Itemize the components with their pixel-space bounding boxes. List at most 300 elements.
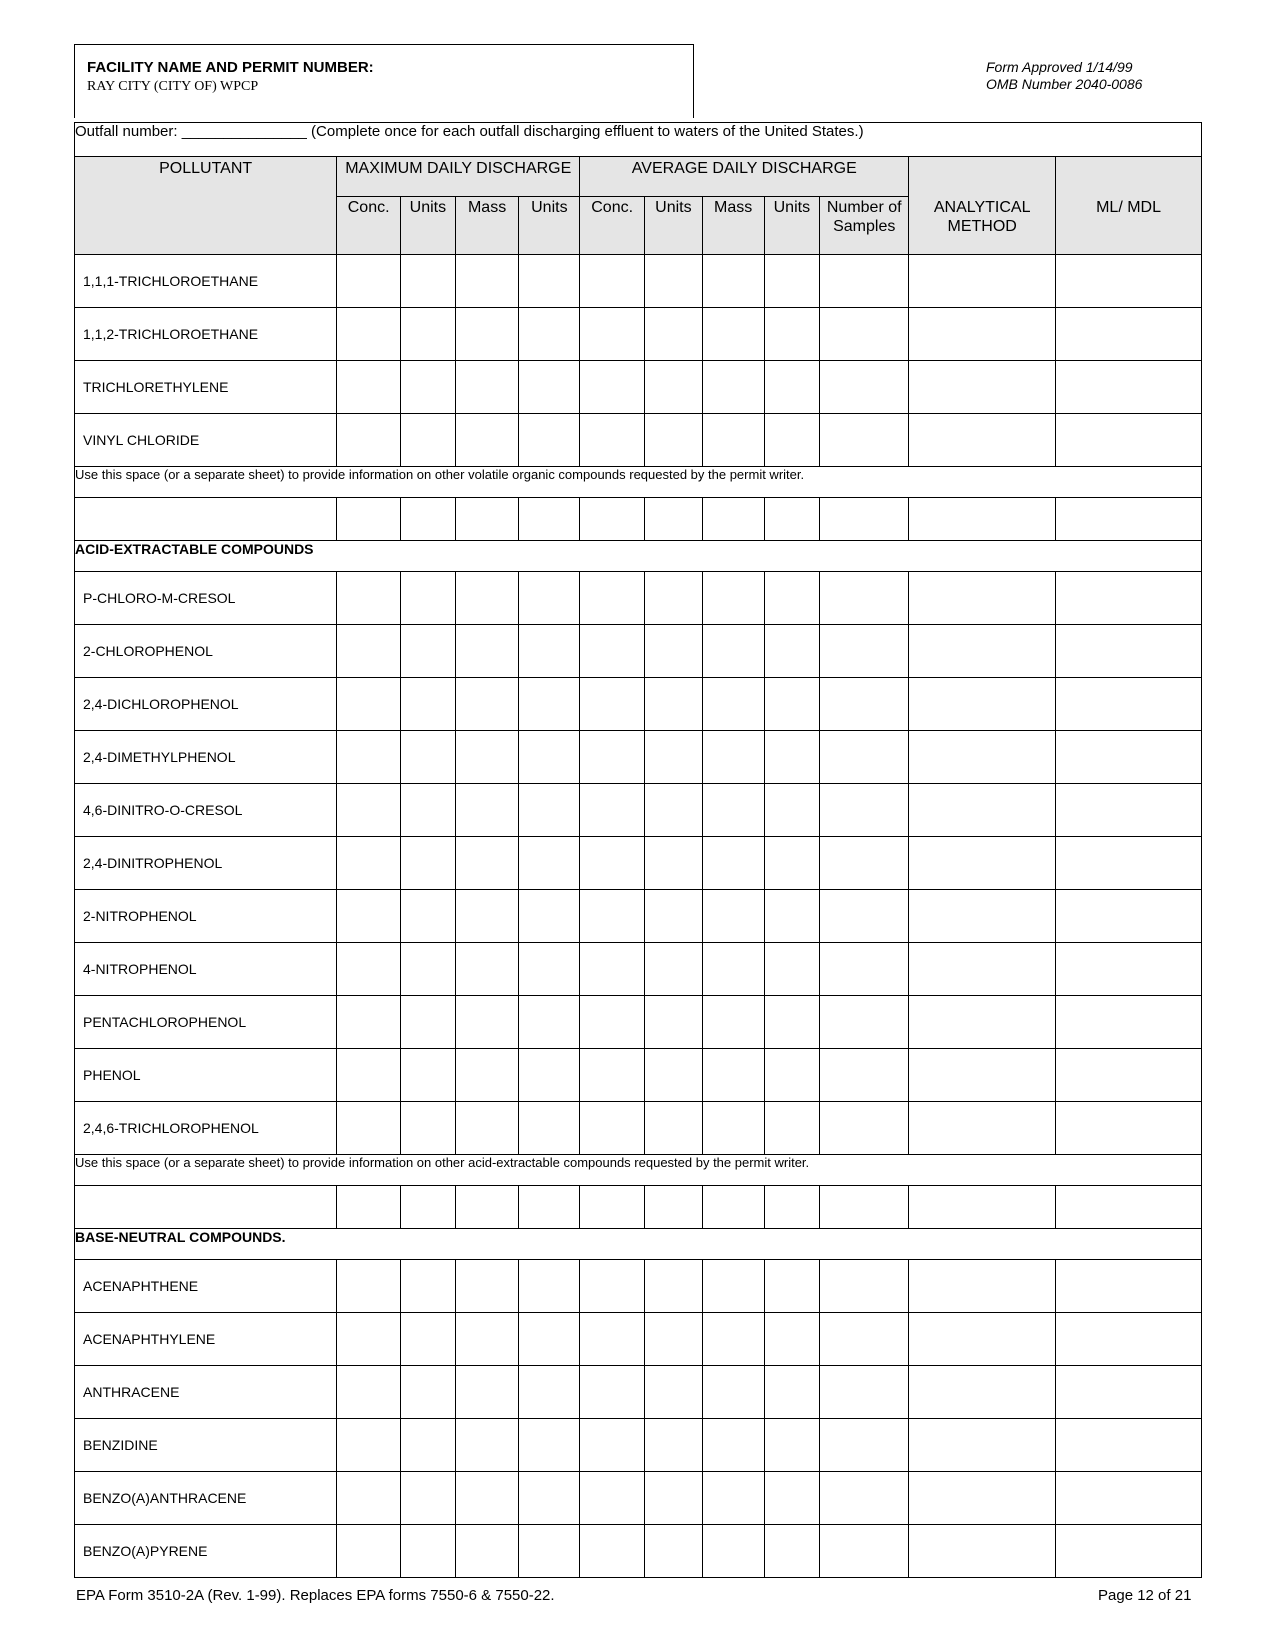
number-of-samples-field[interactable] <box>820 943 909 996</box>
avg-mass-units-field[interactable] <box>764 678 820 731</box>
pollutant-entry-field[interactable] <box>75 1186 337 1229</box>
avg-mass-units-field[interactable] <box>764 943 820 996</box>
max-conc-units-field[interactable] <box>401 1102 456 1155</box>
pollutant-name: ANTHRACENE <box>75 1366 337 1419</box>
avg-mass-field[interactable] <box>702 308 764 361</box>
form-approval <box>986 59 1142 93</box>
ml-mdl-field[interactable] <box>1056 784 1202 837</box>
ml-mdl-field[interactable] <box>1056 1260 1202 1313</box>
analytical-method-field[interactable] <box>909 784 1056 837</box>
number-of-samples-field[interactable] <box>820 1419 909 1472</box>
max-mass-units-field[interactable] <box>519 837 580 890</box>
avg-conc-field[interactable] <box>580 572 645 625</box>
analytical-method-field[interactable] <box>909 414 1056 467</box>
max-mass-field[interactable] <box>455 255 519 308</box>
max-conc-units-field[interactable] <box>401 731 456 784</box>
avg-conc-field[interactable] <box>580 255 645 308</box>
avg-conc-field[interactable] <box>580 1049 645 1102</box>
avg-conc-units-field[interactable] <box>645 255 703 308</box>
max-mass-units-field[interactable] <box>519 1525 580 1578</box>
max-mass-units-field[interactable] <box>519 996 580 1049</box>
max-mass-units-field[interactable] <box>519 784 580 837</box>
max-conc-units-field[interactable] <box>401 890 456 943</box>
avg-conc-units-field[interactable] <box>645 1366 703 1419</box>
avg-conc-field[interactable] <box>580 943 645 996</box>
max-conc-units-field[interactable] <box>401 678 456 731</box>
avg-mass-field[interactable] <box>702 784 764 837</box>
avg-mass-field[interactable] <box>702 1419 764 1472</box>
max-conc-field[interactable] <box>337 1419 401 1472</box>
max-mass-units-field[interactable] <box>519 414 580 467</box>
section-heading-base-neutral: BASE-NEUTRAL COMPOUNDS. <box>75 1229 1202 1260</box>
outfall-note: (Complete once for each outfall discharging effluent to waters of the United States.) <box>311 123 864 140</box>
pollutant-name: PHENOL <box>75 1049 337 1102</box>
avg-mass-units-field[interactable] <box>764 361 820 414</box>
pollutant-row <box>75 1525 1202 1578</box>
avg-mass-field[interactable] <box>702 625 764 678</box>
max-mass-field[interactable] <box>455 996 519 1049</box>
avg-conc-units-field[interactable] <box>645 1102 703 1155</box>
analytical-method-field[interactable] <box>909 996 1056 1049</box>
max-conc-field[interactable] <box>337 361 401 414</box>
omb-number: OMB Number 2040-0086 <box>986 76 1143 92</box>
pollutant-name: 4-NITROPHENOL <box>75 943 337 996</box>
number-of-samples-field[interactable] <box>820 1525 909 1578</box>
ml-mdl-field[interactable] <box>1056 1186 1202 1229</box>
ml-mdl-field[interactable] <box>1056 996 1202 1049</box>
analytical-method-field[interactable] <box>909 1313 1056 1366</box>
pollutant-name: 2,4-DINITROPHENOL <box>75 837 337 890</box>
volatile-note: Use this space (or a separate sheet) to provide information on other volatile organic compounds requested by the permit writer. <box>75 467 1202 498</box>
max-conc-field[interactable] <box>337 731 401 784</box>
pollutant-name: BENZIDINE <box>75 1419 337 1472</box>
avg-conc-units-field[interactable] <box>645 678 703 731</box>
max-mass-field[interactable] <box>455 361 519 414</box>
max-mass-units-field[interactable] <box>519 943 580 996</box>
max-mass-units-field[interactable] <box>519 678 580 731</box>
avg-mass-field[interactable] <box>702 361 764 414</box>
ml-mdl-field[interactable] <box>1056 1472 1202 1525</box>
avg-conc-units-field[interactable] <box>645 1525 703 1578</box>
analytical-method-field[interactable] <box>909 1525 1056 1578</box>
avg-conc-field[interactable] <box>580 498 645 541</box>
max-conc-field[interactable] <box>337 1313 401 1366</box>
avg-conc-units-field[interactable] <box>645 1049 703 1102</box>
max-conc-units-field[interactable] <box>401 943 456 996</box>
max-conc-units-field[interactable] <box>401 837 456 890</box>
number-of-samples-field[interactable] <box>820 837 909 890</box>
max-conc-units-field[interactable] <box>401 625 456 678</box>
max-conc-units-field[interactable] <box>401 996 456 1049</box>
ml-mdl-field[interactable] <box>1056 625 1202 678</box>
pollutant-row <box>75 678 1202 731</box>
analytical-method-field[interactable] <box>909 1102 1056 1155</box>
avg-mass-field[interactable] <box>702 1049 764 1102</box>
avg-conc-units-field[interactable] <box>645 572 703 625</box>
max-mass-field[interactable] <box>455 498 519 541</box>
header-avg-mass-units: Units <box>764 197 820 255</box>
ml-mdl-field[interactable] <box>1056 1525 1202 1578</box>
max-mass-field[interactable] <box>455 890 519 943</box>
avg-conc-field[interactable] <box>580 625 645 678</box>
avg-mass-units-field[interactable] <box>764 890 820 943</box>
max-mass-field[interactable] <box>455 1525 519 1578</box>
avg-conc-units-field[interactable] <box>645 1472 703 1525</box>
number-of-samples-field[interactable] <box>820 572 909 625</box>
ml-mdl-field[interactable] <box>1056 1102 1202 1155</box>
number-of-samples-field[interactable] <box>820 1472 909 1525</box>
avg-conc-field[interactable] <box>580 784 645 837</box>
max-conc-units-field[interactable] <box>401 572 456 625</box>
max-mass-field[interactable] <box>455 1419 519 1472</box>
max-conc-field[interactable] <box>337 1260 401 1313</box>
max-mass-units-field[interactable] <box>519 1419 580 1472</box>
ml-mdl-field[interactable] <box>1056 1049 1202 1102</box>
avg-mass-field[interactable] <box>702 572 764 625</box>
number-of-samples-field[interactable] <box>820 784 909 837</box>
max-mass-units-field[interactable] <box>519 361 580 414</box>
max-conc-field[interactable] <box>337 837 401 890</box>
max-conc-field[interactable] <box>337 943 401 996</box>
avg-conc-units-field[interactable] <box>645 1313 703 1366</box>
pollutant-row <box>75 1313 1202 1366</box>
max-conc-field[interactable] <box>337 1102 401 1155</box>
form-approved-date: Form Approved 1/14/99 <box>986 59 1133 75</box>
max-conc-field[interactable] <box>337 498 401 541</box>
analytical-method-field[interactable] <box>909 731 1056 784</box>
outfall-number-label[interactable]: Outfall number: _______________ <box>75 123 307 140</box>
ml-mdl-field[interactable] <box>1056 1366 1202 1419</box>
pollutant-name: 2,4-DICHLOROPHENOL <box>75 678 337 731</box>
max-mass-units-field[interactable] <box>519 255 580 308</box>
max-mass-field[interactable] <box>455 414 519 467</box>
ml-mdl-field[interactable] <box>1056 678 1202 731</box>
analytical-method-field[interactable] <box>909 498 1056 541</box>
avg-mass-field[interactable] <box>702 837 764 890</box>
avg-mass-field[interactable] <box>702 498 764 541</box>
max-conc-units-field[interactable] <box>401 361 456 414</box>
avg-conc-field[interactable] <box>580 1260 645 1313</box>
avg-mass-units-field[interactable] <box>764 1260 820 1313</box>
pollutant-row <box>75 837 1202 890</box>
avg-mass-field[interactable] <box>702 1525 764 1578</box>
max-conc-units-field[interactable] <box>401 1186 456 1229</box>
avg-mass-units-field[interactable] <box>764 1525 820 1578</box>
pollutant-entry-field[interactable] <box>75 498 337 541</box>
avg-mass-units-field[interactable] <box>764 837 820 890</box>
ml-mdl-field[interactable] <box>1056 498 1202 541</box>
pollutant-name: 2-NITROPHENOL <box>75 890 337 943</box>
avg-conc-units-field[interactable] <box>645 1186 703 1229</box>
avg-mass-units-field[interactable] <box>764 1102 820 1155</box>
number-of-samples-field[interactable] <box>820 1260 909 1313</box>
pollutant-name: 2,4,6-TRICHLOROPHENOL <box>75 1102 337 1155</box>
avg-mass-field[interactable] <box>702 1102 764 1155</box>
avg-conc-units-field[interactable] <box>645 308 703 361</box>
max-mass-field[interactable] <box>455 943 519 996</box>
max-mass-field[interactable] <box>455 1472 519 1525</box>
max-mass-units-field[interactable] <box>519 890 580 943</box>
avg-conc-field[interactable] <box>580 1186 645 1229</box>
number-of-samples-field[interactable] <box>820 625 909 678</box>
max-mass-units-field[interactable] <box>519 731 580 784</box>
max-conc-field[interactable] <box>337 1472 401 1525</box>
max-mass-units-field[interactable] <box>519 1049 580 1102</box>
ml-mdl-field[interactable] <box>1056 943 1202 996</box>
max-conc-field[interactable] <box>337 1525 401 1578</box>
avg-conc-field[interactable] <box>580 678 645 731</box>
avg-conc-units-field[interactable] <box>645 731 703 784</box>
avg-mass-field[interactable] <box>702 890 764 943</box>
pollutant-name: ACENAPHTHYLENE <box>75 1313 337 1366</box>
avg-conc-field[interactable] <box>580 890 645 943</box>
avg-mass-units-field[interactable] <box>764 1419 820 1472</box>
analytical-method-field[interactable] <box>909 572 1056 625</box>
max-mass-units-field[interactable] <box>519 1472 580 1525</box>
max-mass-field[interactable] <box>455 1186 519 1229</box>
avg-mass-field[interactable] <box>702 1472 764 1525</box>
analytical-method-field[interactable] <box>909 361 1056 414</box>
avg-mass-units-field[interactable] <box>764 1186 820 1229</box>
number-of-samples-field[interactable] <box>820 1049 909 1102</box>
avg-mass-units-field[interactable] <box>764 1313 820 1366</box>
analytical-method-field[interactable] <box>909 625 1056 678</box>
max-conc-units-field[interactable] <box>401 1260 456 1313</box>
max-mass-units-field[interactable] <box>519 1366 580 1419</box>
pollutant-row <box>75 1472 1202 1525</box>
ml-mdl-field[interactable] <box>1056 572 1202 625</box>
number-of-samples-field[interactable] <box>820 731 909 784</box>
number-of-samples-field[interactable] <box>820 890 909 943</box>
analytical-method-field[interactable] <box>909 308 1056 361</box>
analytical-method-field[interactable] <box>909 1049 1056 1102</box>
avg-conc-field[interactable] <box>580 308 645 361</box>
avg-mass-units-field[interactable] <box>764 572 820 625</box>
pollutant-name: TRICHLORETHYLENE <box>75 361 337 414</box>
header-max-conc: Conc. <box>337 197 401 255</box>
max-conc-units-field[interactable] <box>401 1366 456 1419</box>
analytical-method-field[interactable] <box>909 1419 1056 1472</box>
number-of-samples-field[interactable] <box>820 678 909 731</box>
max-mass-units-field[interactable] <box>519 572 580 625</box>
number-of-samples-field[interactable] <box>820 1366 909 1419</box>
avg-mass-field[interactable] <box>702 943 764 996</box>
avg-conc-units-field[interactable] <box>645 837 703 890</box>
max-mass-field[interactable] <box>455 308 519 361</box>
analytical-method-field[interactable] <box>909 837 1056 890</box>
avg-conc-units-field[interactable] <box>645 1419 703 1472</box>
avg-mass-field[interactable] <box>702 414 764 467</box>
avg-mass-units-field[interactable] <box>764 1472 820 1525</box>
number-of-samples-field[interactable] <box>820 498 909 541</box>
avg-mass-units-field[interactable] <box>764 996 820 1049</box>
ml-mdl-field[interactable] <box>1056 361 1202 414</box>
avg-conc-units-field[interactable] <box>645 784 703 837</box>
analytical-method-field[interactable] <box>909 943 1056 996</box>
max-conc-units-field[interactable] <box>401 1049 456 1102</box>
extra-entry-row <box>75 1186 1202 1229</box>
max-conc-field[interactable] <box>337 1186 401 1229</box>
avg-conc-units-field[interactable] <box>645 498 703 541</box>
analytical-method-field[interactable] <box>909 678 1056 731</box>
pollutant-name: BENZO(A)PYRENE <box>75 1525 337 1578</box>
max-conc-units-field[interactable] <box>401 1525 456 1578</box>
pollutant-row <box>75 1260 1202 1313</box>
avg-mass-units-field[interactable] <box>764 784 820 837</box>
avg-mass-units-field[interactable] <box>764 308 820 361</box>
avg-conc-units-field[interactable] <box>645 996 703 1049</box>
avg-conc-field[interactable] <box>580 1525 645 1578</box>
max-mass-field[interactable] <box>455 678 519 731</box>
max-mass-field[interactable] <box>455 1313 519 1366</box>
max-mass-field[interactable] <box>455 1366 519 1419</box>
number-of-samples-field[interactable] <box>820 1102 909 1155</box>
ml-mdl-field[interactable] <box>1056 1313 1202 1366</box>
max-conc-field[interactable] <box>337 1049 401 1102</box>
number-of-samples-field[interactable] <box>820 1186 909 1229</box>
ml-mdl-field[interactable] <box>1056 890 1202 943</box>
max-conc-units-field[interactable] <box>401 255 456 308</box>
analytical-method-field[interactable] <box>909 890 1056 943</box>
max-mass-field[interactable] <box>455 837 519 890</box>
max-conc-field[interactable] <box>337 625 401 678</box>
max-conc-field[interactable] <box>337 890 401 943</box>
avg-mass-units-field[interactable] <box>764 1366 820 1419</box>
number-of-samples-field[interactable] <box>820 1313 909 1366</box>
max-mass-units-field[interactable] <box>519 625 580 678</box>
max-mass-field[interactable] <box>455 572 519 625</box>
avg-conc-field[interactable] <box>580 996 645 1049</box>
avg-conc-field[interactable] <box>580 1366 645 1419</box>
analytical-method-field[interactable] <box>909 1472 1056 1525</box>
max-conc-field[interactable] <box>337 255 401 308</box>
pollutant-row <box>75 1366 1202 1419</box>
avg-mass-units-field[interactable] <box>764 731 820 784</box>
avg-conc-units-field[interactable] <box>645 361 703 414</box>
max-mass-units-field[interactable] <box>519 1313 580 1366</box>
avg-conc-units-field[interactable] <box>645 943 703 996</box>
ml-mdl-field[interactable] <box>1056 255 1202 308</box>
avg-mass-field[interactable] <box>702 1260 764 1313</box>
avg-mass-units-field[interactable] <box>764 1049 820 1102</box>
analytical-method-field[interactable] <box>909 1260 1056 1313</box>
avg-conc-units-field[interactable] <box>645 1260 703 1313</box>
avg-conc-field[interactable] <box>580 837 645 890</box>
number-of-samples-field[interactable] <box>820 996 909 1049</box>
avg-mass-field[interactable] <box>702 1186 764 1229</box>
ml-mdl-field[interactable] <box>1056 308 1202 361</box>
max-conc-units-field[interactable] <box>401 414 456 467</box>
avg-mass-field[interactable] <box>702 1366 764 1419</box>
avg-mass-field[interactable] <box>702 255 764 308</box>
max-conc-field[interactable] <box>337 784 401 837</box>
pollutant-row <box>75 1102 1202 1155</box>
analytical-method-field[interactable] <box>909 1366 1056 1419</box>
number-of-samples-field[interactable] <box>820 255 909 308</box>
header-ml-mdl: ML/ MDL <box>1056 197 1202 255</box>
max-conc-units-field[interactable] <box>401 498 456 541</box>
pollutant-name: 2-CHLOROPHENOL <box>75 625 337 678</box>
avg-mass-field[interactable] <box>702 1313 764 1366</box>
avg-mass-units-field[interactable] <box>764 255 820 308</box>
max-conc-field[interactable] <box>337 414 401 467</box>
max-conc-field[interactable] <box>337 572 401 625</box>
pollutant-row <box>75 1419 1202 1472</box>
analytical-method-field[interactable] <box>909 1186 1056 1229</box>
max-conc-field[interactable] <box>337 308 401 361</box>
avg-conc-field[interactable] <box>580 1472 645 1525</box>
max-conc-units-field[interactable] <box>401 1419 456 1472</box>
avg-conc-field[interactable] <box>580 414 645 467</box>
avg-mass-units-field[interactable] <box>764 625 820 678</box>
avg-mass-field[interactable] <box>702 996 764 1049</box>
max-mass-field[interactable] <box>455 625 519 678</box>
outfall-row <box>75 123 1202 157</box>
number-of-samples-field[interactable] <box>820 308 909 361</box>
ml-mdl-field[interactable] <box>1056 837 1202 890</box>
max-conc-units-field[interactable] <box>401 784 456 837</box>
avg-conc-field[interactable] <box>580 731 645 784</box>
avg-mass-units-field[interactable] <box>764 498 820 541</box>
avg-mass-field[interactable] <box>702 678 764 731</box>
facility-box <box>74 44 694 118</box>
max-mass-units-field[interactable] <box>519 498 580 541</box>
avg-mass-field[interactable] <box>702 731 764 784</box>
pollutant-name: BENZO(A)ANTHRACENE <box>75 1472 337 1525</box>
max-mass-field[interactable] <box>455 784 519 837</box>
avg-mass-units-field[interactable] <box>764 414 820 467</box>
max-mass-field[interactable] <box>455 1260 519 1313</box>
max-conc-units-field[interactable] <box>401 1313 456 1366</box>
avg-conc-field[interactable] <box>580 1313 645 1366</box>
ml-mdl-field[interactable] <box>1056 1419 1202 1472</box>
max-conc-field[interactable] <box>337 678 401 731</box>
avg-conc-units-field[interactable] <box>645 625 703 678</box>
page-number: Page 12 of 21 <box>1098 1587 1192 1604</box>
analytical-method-field[interactable] <box>909 255 1056 308</box>
pollutant-row <box>75 255 1202 308</box>
header-analytical-method: ANALYTICAL METHOD <box>909 197 1056 255</box>
extra-entry-row <box>75 498 1202 541</box>
pollutant-row <box>75 1049 1202 1102</box>
avg-conc-field[interactable] <box>580 1419 645 1472</box>
max-mass-field[interactable] <box>455 1102 519 1155</box>
avg-conc-units-field[interactable] <box>645 890 703 943</box>
max-mass-units-field[interactable] <box>519 308 580 361</box>
pollutant-name: 2,4-DIMETHYLPHENOL <box>75 731 337 784</box>
max-conc-units-field[interactable] <box>401 1472 456 1525</box>
max-mass-field[interactable] <box>455 731 519 784</box>
max-mass-units-field[interactable] <box>519 1260 580 1313</box>
number-of-samples-field[interactable] <box>820 414 909 467</box>
max-mass-units-field[interactable] <box>519 1186 580 1229</box>
number-of-samples-field[interactable] <box>820 361 909 414</box>
acid-note: Use this space (or a separate sheet) to provide information on other acid-extractable compounds requested by the permit writer. <box>75 1155 1202 1186</box>
max-conc-field[interactable] <box>337 1366 401 1419</box>
avg-conc-units-field[interactable] <box>645 414 703 467</box>
pollutant-name: 1,1,1-TRICHLOROETHANE <box>75 255 337 308</box>
pollutant-row <box>75 414 1202 467</box>
max-conc-field[interactable] <box>337 996 401 1049</box>
ml-mdl-field[interactable] <box>1056 414 1202 467</box>
max-mass-units-field[interactable] <box>519 1102 580 1155</box>
max-conc-units-field[interactable] <box>401 308 456 361</box>
avg-conc-field[interactable] <box>580 361 645 414</box>
avg-conc-field[interactable] <box>580 1102 645 1155</box>
ml-mdl-field[interactable] <box>1056 731 1202 784</box>
max-mass-field[interactable] <box>455 1049 519 1102</box>
header-number-of-samples: Number of Samples <box>820 197 909 255</box>
